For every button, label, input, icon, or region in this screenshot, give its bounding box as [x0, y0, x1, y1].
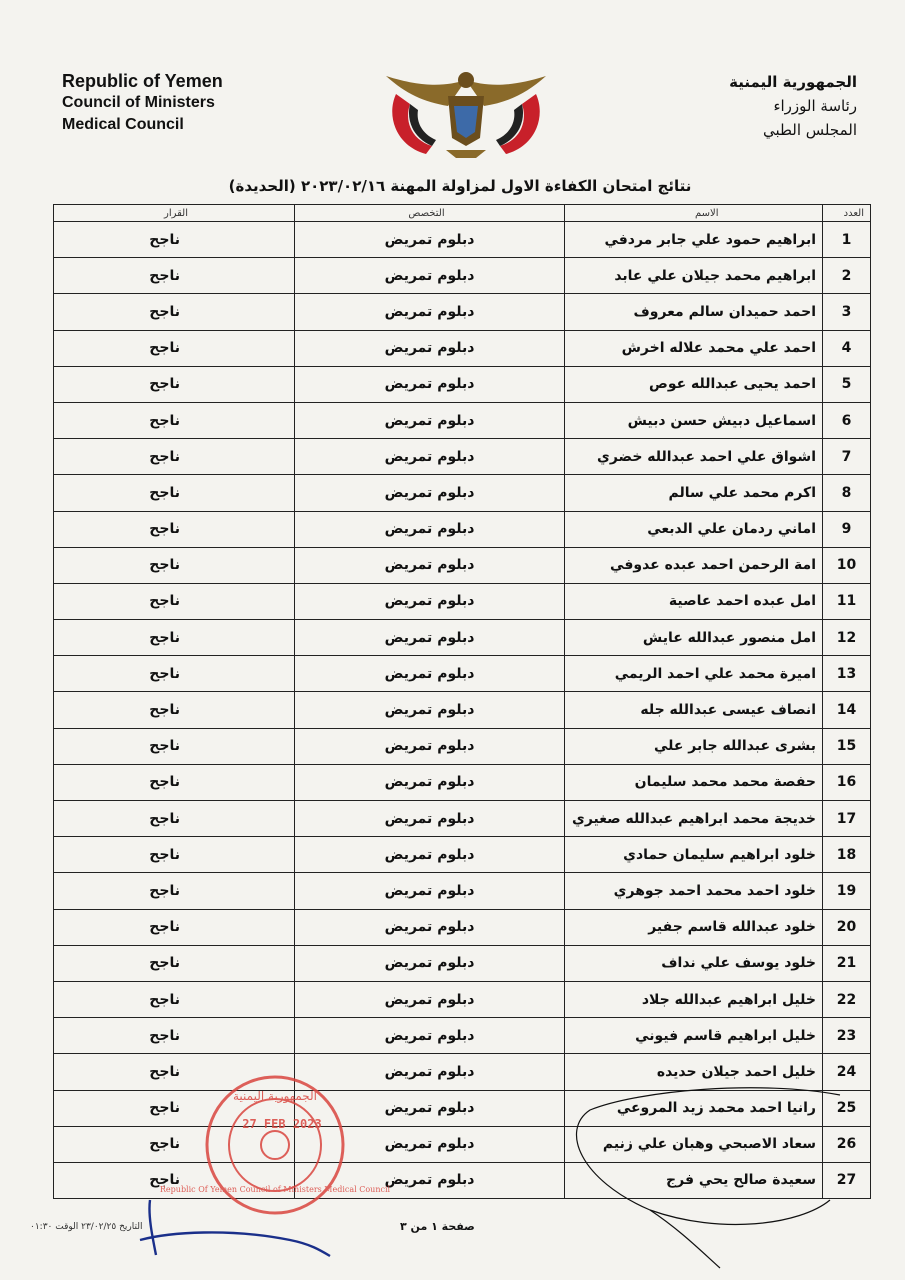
header-decision: القرار — [54, 205, 295, 222]
row-number: 19 — [823, 873, 871, 909]
table-row — [54, 1090, 871, 1126]
row-specialty: دبلوم تمريض — [295, 511, 565, 547]
row-name: اكرم محمد علي سالم — [565, 475, 823, 511]
row-specialty: دبلوم تمريض — [295, 547, 565, 583]
row-decision: ناجح — [54, 511, 295, 547]
row-specialty: دبلوم تمريض — [295, 728, 565, 764]
row-decision: ناجح — [54, 475, 295, 511]
row-specialty: دبلوم تمريض — [295, 222, 565, 258]
row-number: 24 — [823, 1054, 871, 1090]
row-number: 6 — [823, 402, 871, 438]
table-row — [54, 222, 871, 258]
row-specialty: دبلوم تمريض — [295, 656, 565, 692]
row-decision: ناجح — [54, 945, 295, 981]
row-number: 8 — [823, 475, 871, 511]
row-name: خديجة محمد ابراهيم عبدالله صغيري — [565, 801, 823, 837]
row-number: 20 — [823, 909, 871, 945]
row-name: احمد حميدان سالم معروف — [565, 294, 823, 330]
row-decision: ناجح — [54, 1126, 295, 1162]
row-name: خلود ابراهيم سليمان حمادي — [565, 837, 823, 873]
table-row — [54, 1054, 871, 1090]
row-decision: ناجح — [54, 439, 295, 475]
table-row — [54, 620, 871, 656]
row-specialty: دبلوم تمريض — [295, 1018, 565, 1054]
row-decision: ناجح — [54, 402, 295, 438]
table-row — [54, 475, 871, 511]
row-name: اسماعيل دبيش حسن دبيش — [565, 402, 823, 438]
row-name: خليل ابراهيم قاسم فيوني — [565, 1018, 823, 1054]
row-name: خليل احمد جيلان حديده — [565, 1054, 823, 1090]
row-name: اماني ردمان علي الدبعي — [565, 511, 823, 547]
header-english — [62, 70, 223, 136]
row-number: 5 — [823, 366, 871, 402]
table-row — [54, 258, 871, 294]
row-specialty: دبلوم تمريض — [295, 1054, 565, 1090]
row-number: 12 — [823, 620, 871, 656]
table-row — [54, 981, 871, 1017]
row-specialty: دبلوم تمريض — [295, 258, 565, 294]
row-name: احمد علي محمد علاله اخرش — [565, 330, 823, 366]
row-specialty: دبلوم تمريض — [295, 402, 565, 438]
row-name: اميرة محمد علي احمد الريمي — [565, 656, 823, 692]
print-timestamp: التاريخ ٢٣/٠٢/٢٥ الوقت ٠١:٣٠ — [30, 1222, 143, 1232]
row-specialty: دبلوم تمريض — [295, 692, 565, 728]
row-specialty: دبلوم تمريض — [295, 294, 565, 330]
row-decision: ناجح — [54, 1018, 295, 1054]
row-specialty: دبلوم تمريض — [295, 439, 565, 475]
row-name: احمد يحيى عبدالله عوص — [565, 366, 823, 402]
stamp-date: 27 FEB 2023 — [242, 1117, 322, 1131]
row-decision: ناجح — [54, 1090, 295, 1126]
row-decision: ناجح — [54, 222, 295, 258]
row-specialty: دبلوم تمريض — [295, 981, 565, 1017]
table-row — [54, 909, 871, 945]
row-decision: ناجح — [54, 873, 295, 909]
row-decision: ناجح — [54, 981, 295, 1017]
table-row — [54, 294, 871, 330]
row-specialty: دبلوم تمريض — [295, 873, 565, 909]
row-name: خلود احمد محمد احمد جوهري — [565, 873, 823, 909]
row-decision: ناجح — [54, 366, 295, 402]
row-decision: ناجح — [54, 258, 295, 294]
page-number: صفحة ١ من ٣ — [400, 1220, 475, 1233]
table-row — [54, 1018, 871, 1054]
row-specialty: دبلوم تمريض — [295, 945, 565, 981]
row-name: امل عبده احمد عاصية — [565, 583, 823, 619]
row-decision: ناجح — [54, 294, 295, 330]
table-row — [54, 728, 871, 764]
table-row — [54, 439, 871, 475]
table-row — [54, 656, 871, 692]
row-specialty: دبلوم تمريض — [295, 1090, 565, 1126]
table-row — [54, 945, 871, 981]
row-name: بشرى عبدالله جابر علي — [565, 728, 823, 764]
row-name: حفصة محمد محمد سليمان — [565, 764, 823, 800]
row-decision: ناجح — [54, 764, 295, 800]
header-number: العدد — [823, 205, 871, 222]
header-specialty: التخصص — [295, 205, 565, 222]
row-decision: ناجح — [54, 1054, 295, 1090]
row-decision: ناجح — [54, 692, 295, 728]
results-table — [53, 204, 871, 1199]
row-number: 21 — [823, 945, 871, 981]
row-number: 10 — [823, 547, 871, 583]
row-specialty: دبلوم تمريض — [295, 801, 565, 837]
stamp-arabic-text: الجمهورية اليمنية — [232, 1089, 318, 1103]
header-country-ar: الجمهورية اليمنية — [729, 73, 857, 91]
row-specialty: دبلوم تمريض — [295, 1126, 565, 1162]
row-specialty: دبلوم تمريض — [295, 1162, 565, 1198]
header-medical-ar: المجلس الطبي — [762, 121, 857, 139]
row-specialty: دبلوم تمريض — [295, 837, 565, 873]
row-number: 4 — [823, 330, 871, 366]
table-row — [54, 547, 871, 583]
row-decision: ناجح — [54, 909, 295, 945]
row-number: 27 — [823, 1162, 871, 1198]
document-title: نتائج امتحان الكفاءة الاول لمزاولة المهنة ٢٠٢٣/٠٢/١٦ (الحديدة) — [228, 177, 692, 195]
table-row — [54, 764, 871, 800]
table-row — [54, 692, 871, 728]
yemen-emblem-icon — [376, 66, 556, 166]
row-number: 2 — [823, 258, 871, 294]
row-name: ابراهيم حمود علي جابر مردفي — [565, 222, 823, 258]
results-body — [54, 222, 871, 1199]
row-specialty: دبلوم تمريض — [295, 764, 565, 800]
row-name: خلود عبدالله قاسم جفير — [565, 909, 823, 945]
header-council-ar: رئاسة الوزراء — [773, 97, 857, 115]
row-name: انصاف عيسى عبدالله جله — [565, 692, 823, 728]
stamp-english-text: Republic Of Yemen Council of Ministers Medical Council — [159, 1185, 391, 1194]
row-decision: ناجح — [54, 547, 295, 583]
row-number: 17 — [823, 801, 871, 837]
row-name: خليل ابراهيم عبدالله جلاد — [565, 981, 823, 1017]
table-header-row — [54, 205, 871, 222]
table-row — [54, 1126, 871, 1162]
row-number: 22 — [823, 981, 871, 1017]
row-name: رانيا احمد محمد زيد المروعي — [565, 1090, 823, 1126]
row-number: 14 — [823, 692, 871, 728]
row-number: 13 — [823, 656, 871, 692]
row-specialty: دبلوم تمريض — [295, 583, 565, 619]
header-country-en: Republic of Yemen — [62, 71, 223, 91]
row-decision: ناجح — [54, 837, 295, 873]
row-number: 7 — [823, 439, 871, 475]
row-number: 26 — [823, 1126, 871, 1162]
row-name: امل منصور عبدالله عايش — [565, 620, 823, 656]
row-decision: ناجح — [54, 801, 295, 837]
row-specialty: دبلوم تمريض — [295, 475, 565, 511]
table-row — [54, 837, 871, 873]
header-arabic — [657, 70, 857, 142]
row-number: 1 — [823, 222, 871, 258]
row-number: 23 — [823, 1018, 871, 1054]
row-specialty: دبلوم تمريض — [295, 366, 565, 402]
row-name: خلود يوسف علي نداف — [565, 945, 823, 981]
row-number: 9 — [823, 511, 871, 547]
row-specialty: دبلوم تمريض — [295, 330, 565, 366]
row-decision: ناجح — [54, 1162, 295, 1198]
row-number: 11 — [823, 583, 871, 619]
row-name: امة الرحمن احمد عبده عدوفي — [565, 547, 823, 583]
row-name: سعاد الاصبحي وهبان علي زنيم — [565, 1126, 823, 1162]
header-council-en: Council of Ministers — [62, 94, 215, 111]
row-decision: ناجح — [54, 656, 295, 692]
row-name: سعيدة صالح يحي فرج — [565, 1162, 823, 1198]
row-number: 16 — [823, 764, 871, 800]
header-name: الاسم — [565, 205, 823, 222]
table-row — [54, 402, 871, 438]
table-row — [54, 873, 871, 909]
table-row — [54, 583, 871, 619]
header-medical-en: Medical Council — [62, 116, 184, 133]
row-decision: ناجح — [54, 583, 295, 619]
table-row — [54, 511, 871, 547]
table-row — [54, 330, 871, 366]
row-name: اشواق علي احمد عبدالله خضري — [565, 439, 823, 475]
row-name: ابراهيم محمد جيلان علي عابد — [565, 258, 823, 294]
row-decision: ناجح — [54, 330, 295, 366]
row-specialty: دبلوم تمريض — [295, 620, 565, 656]
row-decision: ناجح — [54, 728, 295, 764]
row-decision: ناجح — [54, 620, 295, 656]
row-number: 3 — [823, 294, 871, 330]
table-row — [54, 801, 871, 837]
table-row — [54, 366, 871, 402]
row-number: 18 — [823, 837, 871, 873]
row-number: 15 — [823, 728, 871, 764]
row-specialty: دبلوم تمريض — [295, 909, 565, 945]
row-number: 25 — [823, 1090, 871, 1126]
